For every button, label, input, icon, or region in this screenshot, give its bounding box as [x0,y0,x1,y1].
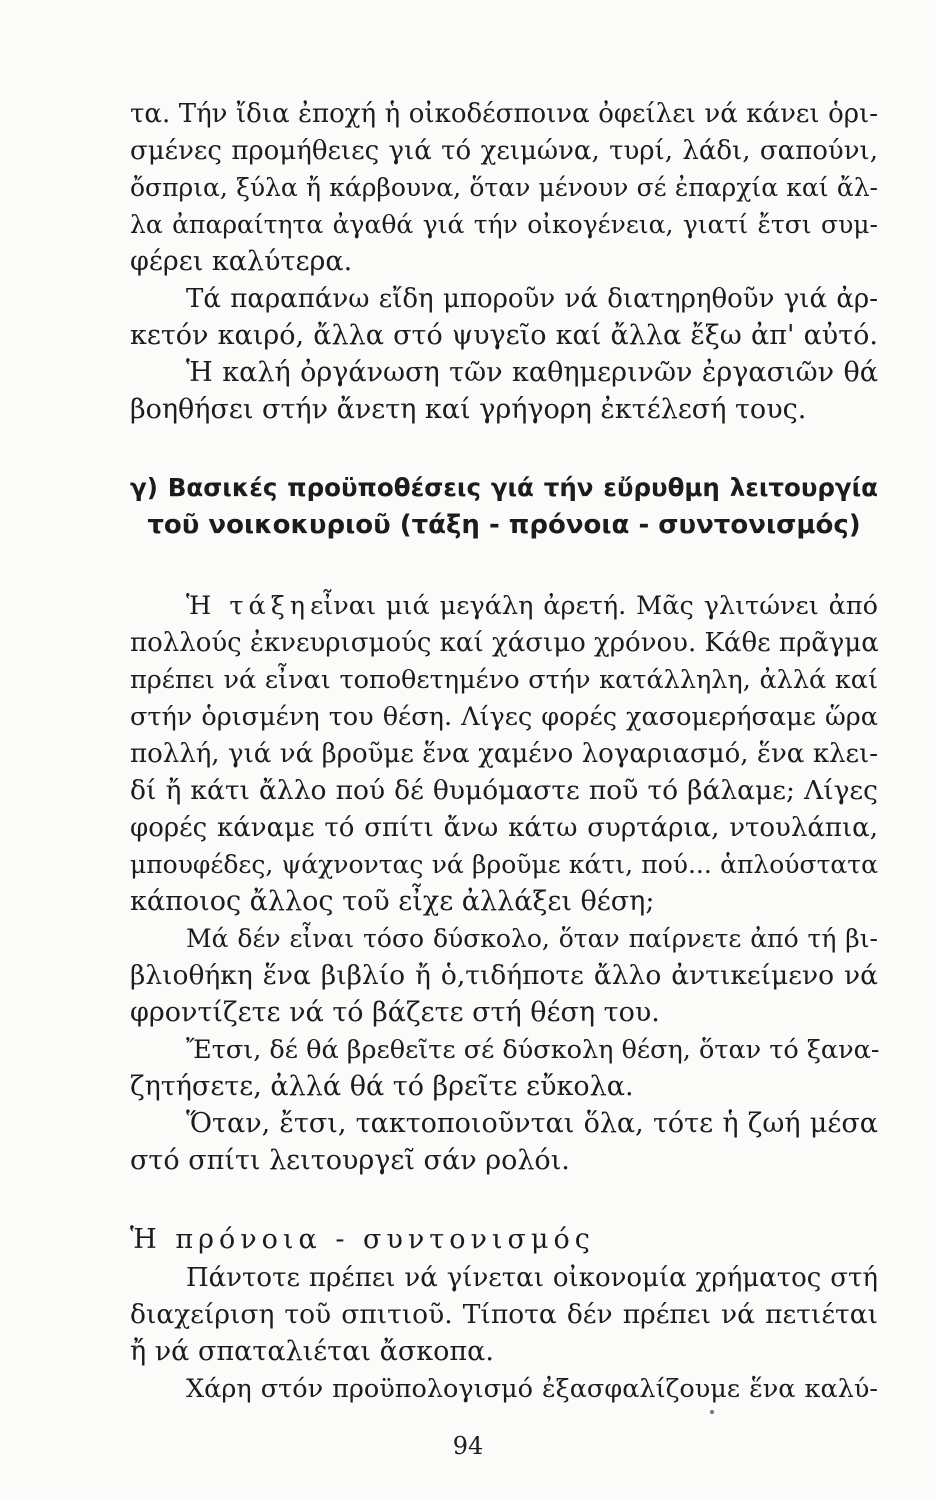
text-line: βλιοθήκη ἕνα βιβλίο ἤ ὁ,τιδήποτε ἄλλο ἀντικείμενο νά [130,960,878,991]
term-lead: Ἡ τάξη [186,591,311,621]
text-line: βοηθήσει στήν ἄνετη καί γρήγορη ἐκτέλεσή τους. [130,394,807,425]
section-heading: γ) Βασικές προϋποθέσεις γιά τήν εὔρυθμη λειτουργία [130,473,878,502]
subheading: Ἡ πρόνοια - συντονισμός [130,1224,595,1255]
text-line: φορές κάναμε τό σπίτι ἄνω κάτω συρτάρια, ντουλάπια, [130,813,878,843]
text-line: Τά παραπάνω εἴδη μποροῦν νά διατηρηθοῦν γιά ἀρ- [186,284,878,314]
text-line: σμένες προμήθειες γιά τό χειμώνα, τυρί, λάδι, σαπούνι, [130,136,878,166]
text-line: μπουφέδες, ψάχνοντας νά βροῦμε κάτι, πού... ἁπλούστατα [130,850,878,879]
text-line: τα. Τήν ἴδια ἐποχή ἡ οἰκοδέσποινα ὀφείλει νά κάνει ὁρι- [130,99,878,129]
ink-mark [710,1410,714,1414]
text-line: ὄσπρια, ξύλα ἤ κάρβουνα, ὅταν μένουν σέ ἐπαρχία καί ἄλ- [130,173,878,202]
text-line: δί ἤ κάτι ἄλλο πού δέ θυμόμαστε ποῦ τό βάλαμε; Λίγες [130,775,878,806]
text-line-rest: εἶναι μιά μεγάλη ἀρετή. Μᾶς γλιτώνει ἀπό [310,591,878,621]
page-number: 94 [452,1432,484,1460]
text-line: πολλούς ἐκνευρισμούς καί χάσιμο χρόνου. Κάθε πρᾶγμα [130,628,879,658]
text-line: Χάρη στόν προϋπολογισμό ἐξασφαλίζουμε ἕνα καλύ- [186,1374,878,1404]
text-line: φροντίζετε νά τό βάζετε στή θέση του. [130,997,660,1028]
text-line: κάποιος ἄλλος τοῦ εἶχε ἀλλάξει θέση; [130,886,655,917]
text-line: λα ἀπαραίτητα ἀγαθά γιά τήν οἰκογένεια, γιατί ἔτσι συμ- [130,210,878,239]
text-line: στήν ὁρισμένη του θέση. Λίγες φορές χασομερήσαμε ὥρα [130,702,878,732]
text-line: ζητήσετε, ἀλλά θά τό βρεῖτε εὔκολα. [130,1071,634,1102]
text-line: στό σπίτι λειτουργεῖ σάν ρολόι. [130,1145,570,1176]
text-line: πολλή, γιά νά βροῦμε ἕνα χαμένο λογαριασμό, ἕνα κλει- [130,739,878,769]
text-line: Ἔτσι, δέ θά βρεθεῖτε σέ δύσκολη θέση, ὅταν τό ξανα- [186,1035,880,1065]
text-line: πρέπει νά εἶναι τοποθετημένο στήν κατάλληλη, ἀλλά καί [130,665,878,695]
text-line: Ὅταν, ἔτσι, τακτοποιοῦνται ὅλα, τότε ἡ ζωή μέσα [186,1108,878,1139]
text-line: κετόν καιρό, ἄλλα στό ψυγεῖο καί ἄλλα ἔξω ἀπ' αὐτό. [130,320,878,351]
text-line: Πάντοτε πρέπει νά γίνεται οἰκονομία χρήματος στή [186,1263,878,1293]
text-line: ἤ νά σπαταλιέται ἄσκοπα. [130,1336,494,1367]
text-line: Μά δέν εἶναι τόσο δύσκολο, ὅταν παίρνετε ἀπό τή βι- [186,924,878,953]
text-line [186,588,878,624]
section-heading: τοῦ νοικοκυριοῦ (τάξη - πρόνοια - συντονισμός) [147,510,861,540]
text-line: διαχείριση τοῦ σπιτιοῦ. Τίποτα δέν πρέπει νά πετιέται [130,1299,878,1330]
text-line: Ἡ καλή ὀργάνωση τῶν καθημερινῶν ἐργασιῶν θά [186,357,878,388]
text-line: φέρει καλύτερα. [130,246,353,277]
